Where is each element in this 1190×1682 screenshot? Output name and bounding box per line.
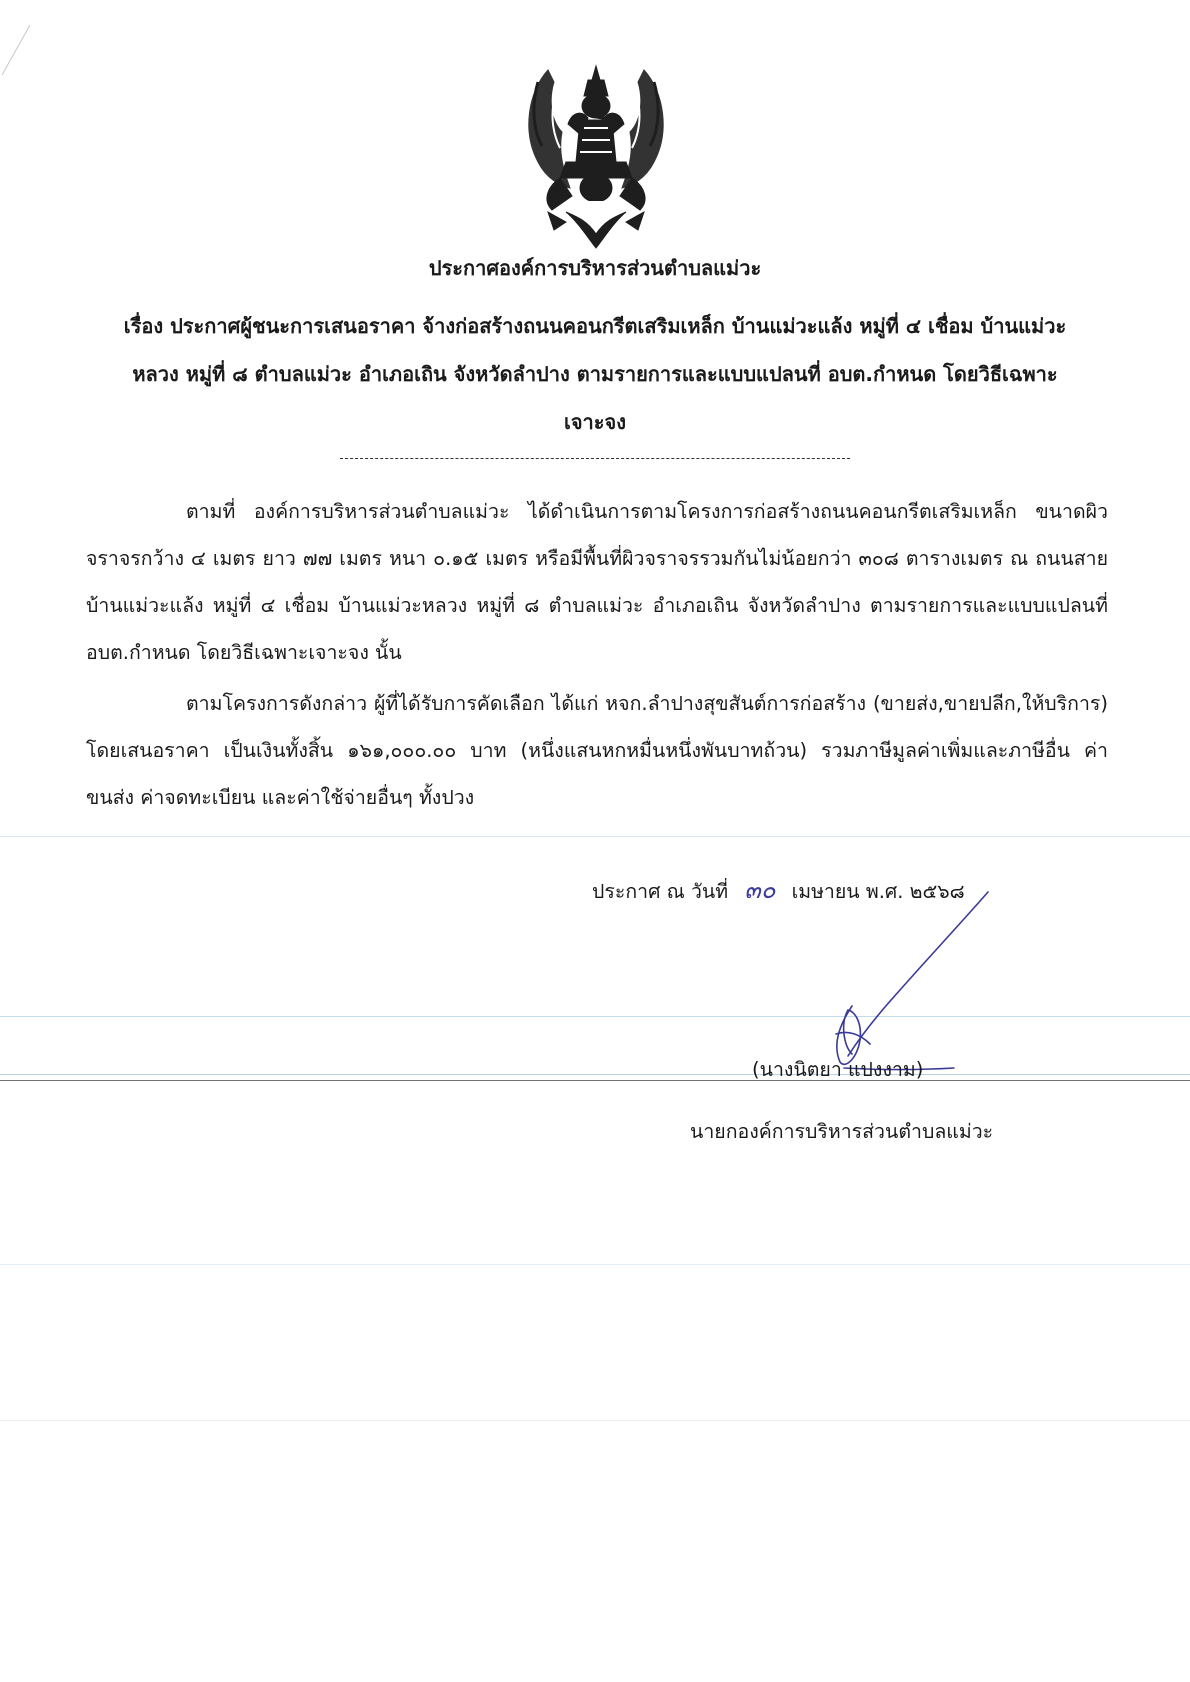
body-paragraph: ตามที่ องค์การบริหารส่วนตำบลแม่วะ ได้ดำเนินการตามโครงการก่อสร้างถนนคอนกรีตเสริมเหล็ก ขนาดผิวจราจรกว้าง ๔ เมตร ยาว ๗๗ เมตร หนา ๐.๑๕ เมตร หรือมีพื้นที่ผิวจราจรรวมกันไม่น้อยกว่า ๓๐๘ ตารางเมตร ณ ถนนสายบ้านแม่วะแล้ง หมู่ที่ ๔ เชื่อม บ้านแม่วะหลวง หมู่ที่ ๘ ตำบลแม่วะ อำเภอเถิน จังหวัดลำปาง ตามรายการและแบบแปลนที่ อบต.กำหนด โดยวิธีเฉพาะเจาะจง นั้น	[86, 500, 1108, 664]
garuda-emblem-icon	[508, 62, 684, 250]
scan-corner-mark	[0, 20, 40, 80]
announcement-subject	[70, 302, 1120, 446]
subject-line: หลวง หมู่ที่ ๘ ตำบลแม่วะ อำเภอเถิน จังหวัดลำปาง ตามรายการและแบบแปลนที่ อบต.กำหนด โดยวิธีเฉพาะ	[132, 362, 1058, 386]
scan-line	[0, 1264, 1190, 1265]
scan-line	[0, 836, 1190, 837]
announcement-title: ประกาศองค์การบริหารส่วนตำบลแม่วะ	[428, 256, 762, 280]
subject-line: เรื่อง ประกาศผู้ชนะการเสนอราคา จ้างก่อสร้างถนนคอนกรีตเสริมเหล็ก บ้านแม่วะแล้ง หมู่ที่ ๔ เชื่อม บ้านแม่วะ	[123, 314, 1067, 338]
subject-line: เจาะจง	[563, 410, 626, 434]
handwritten-signature	[740, 884, 1020, 1074]
date-month-year: เมษายน พ.ศ. ๒๕๖๘	[791, 880, 965, 903]
date-prefix: ประกาศ ณ วันที่	[592, 880, 729, 903]
scan-line	[0, 1080, 1190, 1081]
scan-line	[0, 1420, 1190, 1421]
signer-position: นายกองค์การบริหารส่วนตำบลแม่วะ	[690, 1120, 994, 1143]
date-day-handwritten: ๓๐	[744, 876, 776, 904]
section-divider	[340, 458, 850, 459]
signer-name: (นางนิตยา แปงงาม)	[752, 1058, 924, 1081]
scan-line	[0, 1074, 1190, 1075]
body-paragraph: ตามโครงการดังกล่าว ผู้ที่ได้รับการคัดเลือก ได้แก่ หจก.ลำปางสุขสันต์การก่อสร้าง (ขายส่ง,ขายปลีก,ให้บริการ) โดยเสนอราคา เป็นเงินทั้งสิ้น ๑๖๑,๐๐๐.๐๐ บาท (หนึ่งแสนหกหมื่นหนึ่งพันบาทถ้วน) รวมภาษีมูลค่าเพิ่มและภาษีอื่น ค่าขนส่ง ค่าจดทะเบียน และค่าใช้จ่ายอื่นๆ ทั้งปวง	[86, 692, 1108, 809]
